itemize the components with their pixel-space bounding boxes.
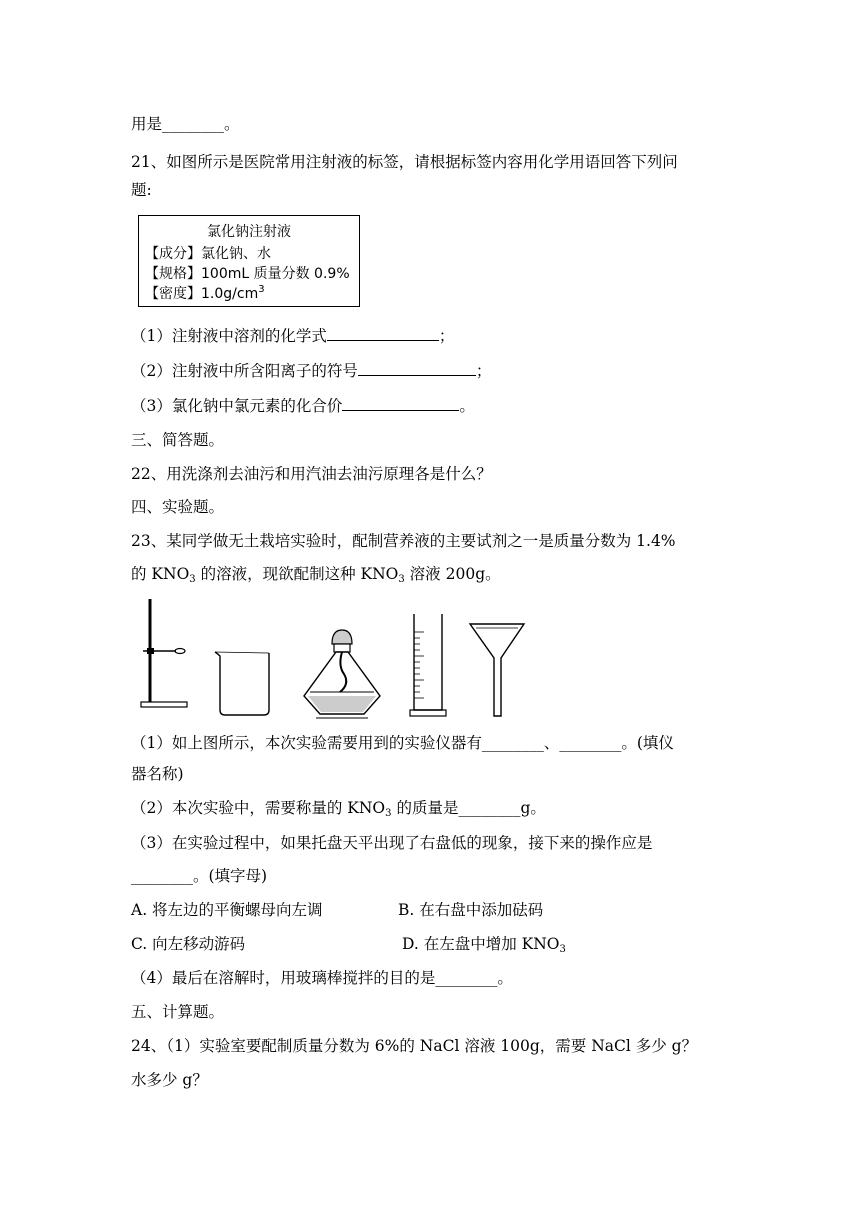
question-23-1-cont: 器名称) xyxy=(131,765,184,783)
option-d-sub: 3 xyxy=(559,944,566,955)
q23-sub-b: 3 xyxy=(398,574,405,585)
question-21-2 xyxy=(131,361,491,381)
q23-sub-a: 3 xyxy=(189,574,196,585)
question-23-1: （1）如上图所示，本次实验需要用到的实验仪器有________、________。(填仪 xyxy=(131,734,674,752)
section-5-heading: 五、计算题。 xyxy=(131,1003,225,1021)
label-density-sup: 3 xyxy=(258,284,265,295)
question-23-4: （4）最后在溶解时，用玻璃棒搅拌的目的是________。 xyxy=(131,969,513,987)
q21-2-end: ； xyxy=(475,362,492,380)
q23-2-sub: 3 xyxy=(385,808,392,819)
question-23-3: （3）在实验过程中，如果托盘天平出现了右盘低的现象，接下来的操作应是 xyxy=(131,834,653,852)
section-4-heading: 四、实验题。 xyxy=(131,498,225,516)
beaker-drawing xyxy=(212,648,274,718)
label-ingredients: 【成分】氯化钠、水 xyxy=(145,246,271,262)
label-title: 氯化钠注射液 xyxy=(207,224,291,240)
question-23: 23、某同学做无土栽培实验时，配制营养液的主要试剂之一是质量分数为 1.4% xyxy=(131,532,676,550)
alcohol-lamp-drawing xyxy=(300,626,384,720)
q23-text-b: 的溶液，现欲配制这种 KNO xyxy=(195,565,399,583)
q21-3-end: 。 xyxy=(459,397,475,415)
q21-2-text: （2）注射液中所含阳离子的符号 xyxy=(131,362,358,380)
q23-text-a: 的 KNO xyxy=(131,565,190,583)
question-21-3 xyxy=(131,396,475,416)
question-21: 21、如图所示是医院常用注射液的标签，请根据标签内容用化学用语回答下列问 xyxy=(131,153,678,171)
question-24-cont: 水多少 g？ xyxy=(131,1071,208,1089)
option-a: A. 将左边的平衡螺母向左调 xyxy=(131,901,323,919)
q23-2-text: （2）本次实验中，需要称量的 KNO xyxy=(131,799,386,817)
answer-blank xyxy=(358,361,476,376)
line-previous-end: 用是________。 xyxy=(131,115,240,133)
answer-blank xyxy=(342,396,459,411)
q21-1-end: ； xyxy=(438,327,455,345)
question-23-3-cont: ________。(填字母) xyxy=(131,867,268,885)
label-density-text: 【密度】1.0g/cm xyxy=(145,286,259,302)
injection-label xyxy=(138,215,360,307)
question-24: 24、（1）实验室要配制质量分数为 6%的 NaCl 溶液 100g，需要 NaCl 多少 g？ xyxy=(131,1037,698,1055)
q21-3-text: （3）氯化钠中氯元素的化合价 xyxy=(131,397,343,415)
graduated-cylinder-drawing xyxy=(408,612,448,720)
option-d-text: D. 在左盘中增加 KNO xyxy=(402,935,560,953)
section-3-heading: 三、简答题。 xyxy=(131,431,225,449)
option-c: C. 向左移动游码 xyxy=(131,935,246,953)
q23-text-c: 溶液 200g。 xyxy=(404,565,501,583)
iron-stand-drawing xyxy=(138,597,190,711)
question-23-2 xyxy=(131,798,546,818)
option-b: B. 在右盘中添加砝码 xyxy=(398,901,544,919)
label-density xyxy=(145,283,265,303)
label-spec: 【规格】100mL 质量分数 0.9% xyxy=(145,266,350,282)
q23-2-end: 的质量是________g。 xyxy=(391,799,546,817)
answer-blank xyxy=(327,326,439,341)
q21-1-text: （1）注射液中溶剂的化学式 xyxy=(131,327,327,345)
question-23-cont xyxy=(131,564,501,584)
funnel-drawing xyxy=(468,620,526,718)
question-21-1 xyxy=(131,326,454,346)
option-d xyxy=(402,934,566,954)
question-22: 22、用洗涤剂去油污和用汽油去油污原理各是什么？ xyxy=(131,465,492,483)
question-21-cont: 题: xyxy=(131,181,152,199)
